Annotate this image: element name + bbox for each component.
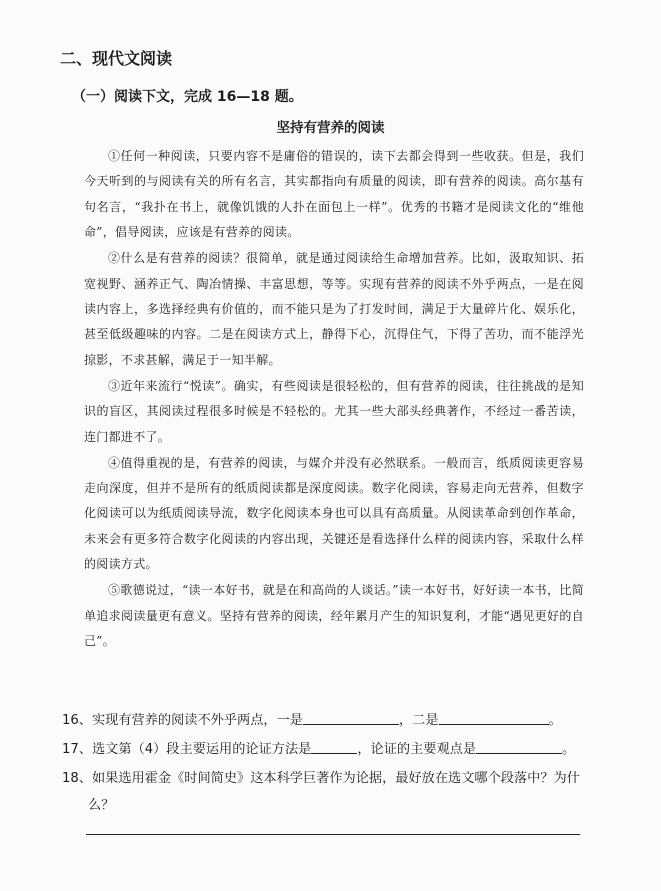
questions-section <box>62 706 592 819</box>
answer-blank-17b[interactable] <box>476 739 562 754</box>
answer-blank-17a[interactable] <box>311 739 357 754</box>
question-18-continued: 么？ <box>88 798 115 813</box>
question-text: 选文第（4）段主要运用的论证方法是 <box>91 742 312 757</box>
question-text: ，二是 <box>398 713 439 728</box>
question-text: 。 <box>548 713 562 728</box>
question-17 <box>62 735 592 764</box>
question-number: 17、 <box>62 742 92 757</box>
answer-line-18[interactable] <box>86 834 580 835</box>
question-16 <box>62 706 592 735</box>
question-text: 实现有营养的阅读不外乎两点，一是 <box>91 713 303 728</box>
section-subheading: （一）阅读下文，完成 16—18 题。 <box>72 89 303 105</box>
question-text: 如果选用霍金《时间简史》这本科学巨著作为论据，最好放在选文哪个段落中？为什 <box>91 771 580 786</box>
question-text: 。 <box>562 742 576 757</box>
answer-blank-16b[interactable] <box>439 710 549 725</box>
paragraph-4: ④值得重视的是，有营养的阅读，与媒介并没有必然联系。一般而言，纸质阅读更容易走向深度，但并不是所有的纸质阅读都是深度阅读。数字化阅读，容易走向无营养，但数字化阅读可以为纸质阅读导流，数字化阅读本身也可以具有高质量。从阅读革命到创作革命，未来会有更多符合数字化阅读的内容出现，关键还是看选择什么样的阅读内容，采取什么样的阅读方式。 <box>84 455 584 572</box>
question-number: 16、 <box>62 713 92 728</box>
paragraph-1: ①任何一种阅读，只要内容不是庸俗的错误的，读下去都会得到一些收获。但是，我们今天听到的与阅读有关的所有名言，其实都指向有质量的阅读，即有营养的阅读。高尔基有句名言，“我扑在书上，就像饥饿的人扑在面包上一样”。优秀的书籍才是阅读文化的“维他命”，倡导阅读，应该是有营养的阅读。 <box>84 149 584 240</box>
answer-blank-16a[interactable] <box>303 710 399 725</box>
paragraph-2: ②什么是有营养的阅读？很简单，就是通过阅读给生命增加营养。比如，汲取知识、拓宽视野、涵养正气、陶冶情操、丰富思想，等等。实现有营养的阅读不外乎两点，一是在阅读内容上，多选择经典有价值的，而不能只是为了打发时间，满足于大量碎片化、娱乐化，甚至低级趣味的内容。二是在阅读方式上，静得下心，沉得住气，下得了苦功，而不能浮光掠影，不求甚解，满足于一知半解。 <box>84 251 584 367</box>
paragraph-5: ⑤歌德说过，“读一本好书，就是在和高尚的人谈话。”读一本好书，好好读一本书，比简单追求阅读量更有意义。坚持有营养的阅读，经年累月产生的知识复利，才能“遇见更好的自己”。 <box>84 583 584 649</box>
section-heading: 二、现代文阅读 <box>60 49 173 68</box>
article-title: 坚持有营养的阅读 <box>276 120 385 136</box>
paragraph-3: ③近年来流行“悦读”。确实，有些阅读是很轻松的，但有营养的阅读，往往挑战的是知识的盲区，其阅读过程很多时候是不轻松的。尤其一些大部头经典著作，不经过一番苦读，连门都进不了。 <box>84 378 584 444</box>
question-number: 18、 <box>62 771 92 786</box>
question-18 <box>62 764 592 793</box>
article-body <box>84 144 584 655</box>
question-text: ，论证的主要观点是 <box>357 742 477 757</box>
